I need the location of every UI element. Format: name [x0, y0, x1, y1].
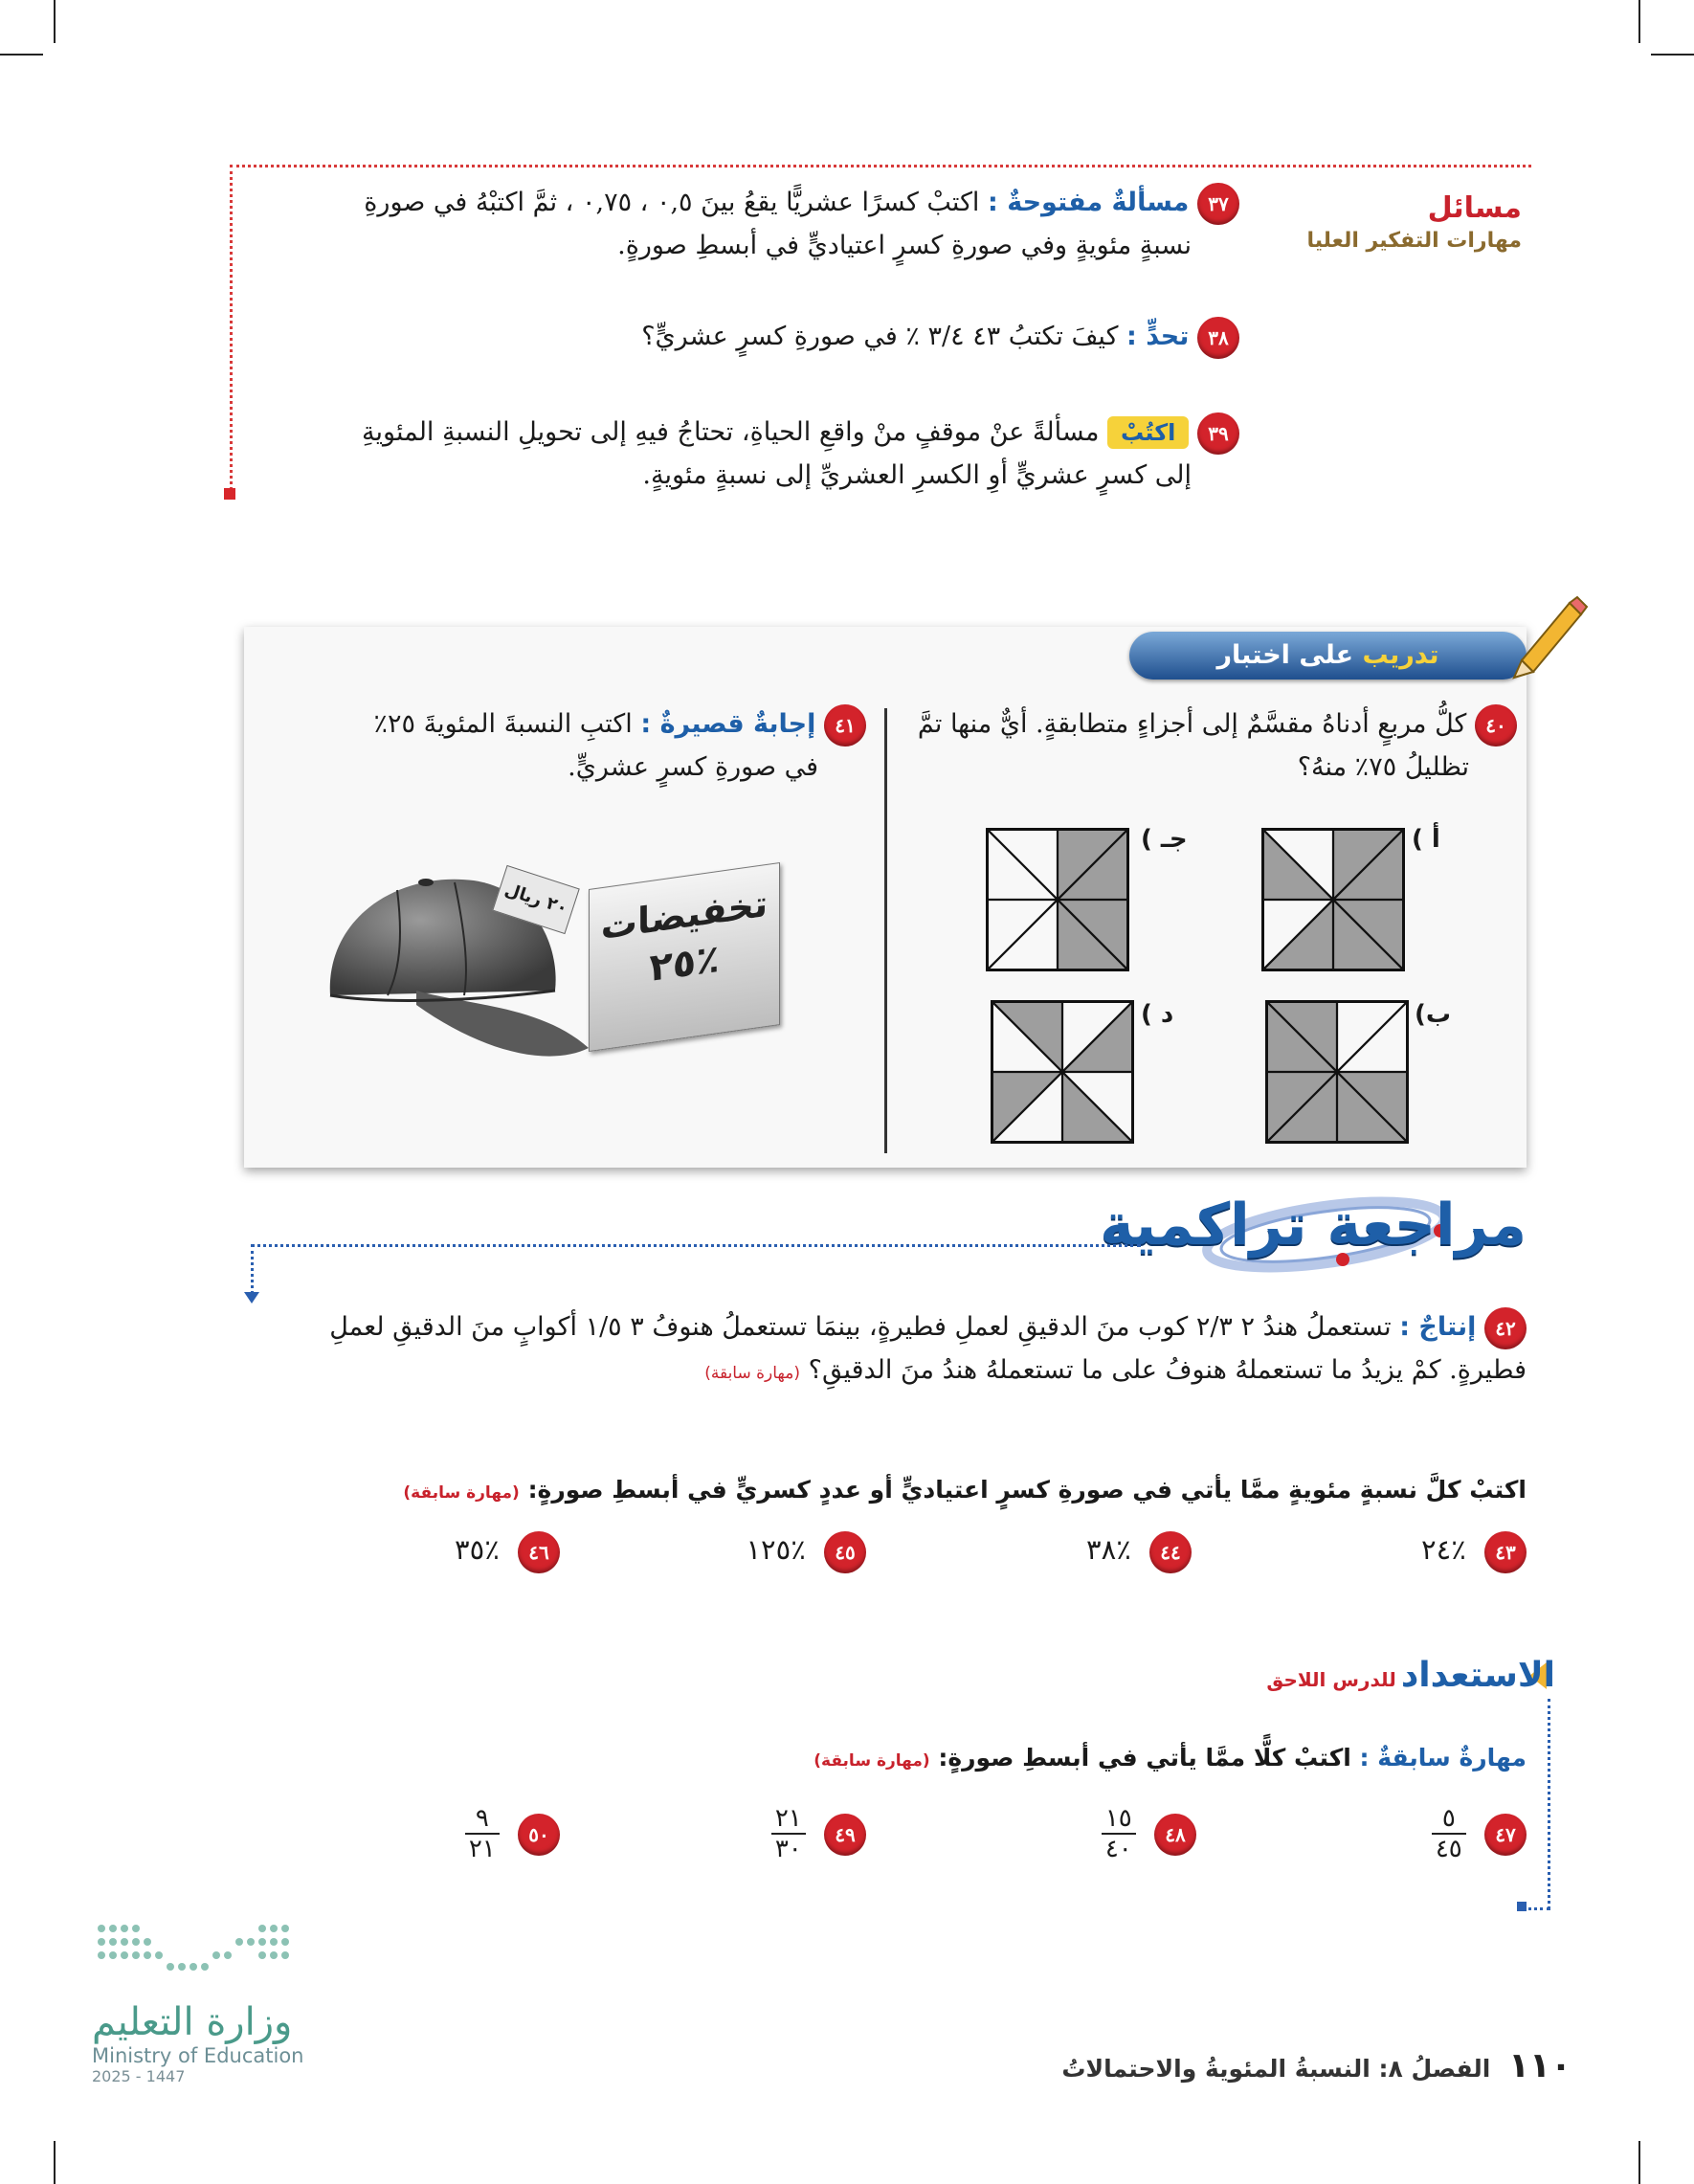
- skill-tag: (مهارة سابقة): [814, 1751, 930, 1771]
- problem-number: ٤٩: [824, 1814, 866, 1856]
- fraction: [771, 1804, 806, 1863]
- review-title: مراجعة تراكمية: [1100, 1192, 1527, 1259]
- write-badge: اكتُبْ: [1107, 416, 1189, 449]
- prep-label: مهارةٌ سابقةٌ :: [1359, 1744, 1527, 1772]
- test-practice-tab: [1129, 632, 1527, 680]
- problem-text: اكتبْ كسرًا عشريًّا يقعُ بينَ ٠,٥ ، ٠,٧٥ ، ثمَّ اكتبْهُ في صورةِ: [364, 188, 980, 217]
- crop-mark: [1651, 54, 1694, 56]
- page-number: ١١٠: [1508, 2046, 1571, 2085]
- skill-tag: (مهارة سابقة): [704, 1364, 801, 1383]
- side-heading: [1306, 191, 1522, 253]
- item-value: ٪٣٥: [455, 1533, 500, 1566]
- choice-c-label: جـ ): [1141, 825, 1188, 854]
- item-value: ٪٢٤: [1421, 1533, 1466, 1566]
- panel-divider: [884, 708, 887, 1153]
- prep-border-marker: [1517, 1902, 1527, 1911]
- problem-41: [292, 703, 866, 789]
- fraction: [1432, 1804, 1466, 1863]
- fraction: [1102, 1804, 1136, 1863]
- side-heading-subtitle: مهارات التفكير العليا: [1306, 229, 1522, 253]
- review-item-46: [455, 1531, 560, 1573]
- section-border-left: [230, 165, 233, 490]
- choice-c-square[interactable]: [986, 828, 1129, 971]
- tab-text: على اختبار: [1216, 640, 1354, 670]
- problem-number: ٤٢: [1484, 1307, 1527, 1349]
- problem-number: ٣٩: [1197, 412, 1239, 455]
- ministry-logo-dots: [92, 1919, 302, 1986]
- section-border-top: [230, 165, 1531, 167]
- problem-text: تستعملُ هندُ ٢ ٢/٣ كوب منَ الدقيقِ لعملِ فطيرةٍ، بينمَا تستعملُ هنوفُ ٣ ١/٥ أكوابٍ منَ الدقيقِ لعملِ: [329, 1312, 1392, 1342]
- discount-sign-line1: تخفيضات: [600, 881, 769, 948]
- review-border-top: [251, 1244, 1141, 1247]
- prep-subtitle: للدرس اللاحق: [1266, 1668, 1396, 1691]
- problem-text: نسبةٍ مئويةٍ وفي صورةِ كسرٍ اعتياديٍّ في أبسطِ صورةٍ.: [617, 231, 1192, 260]
- problem-number: ٤٧: [1484, 1814, 1527, 1856]
- numerator: ٩: [465, 1804, 500, 1835]
- problem-label: إجابةٌ قصيرةٌ :: [640, 709, 816, 739]
- review-border-left: [251, 1244, 254, 1294]
- problem-number: ٤٨: [1154, 1814, 1196, 1856]
- prep-heading: [1266, 1656, 1555, 1695]
- problem-42: [254, 1306, 1527, 1394]
- crop-mark: [1638, 2141, 1640, 2184]
- problem-40: [904, 703, 1517, 789]
- review-item-43: [1421, 1531, 1527, 1573]
- problem-38: [263, 316, 1239, 359]
- pencil-icon: [1503, 593, 1589, 680]
- problem-text: تظليلُ ٧٥٪ منهُ؟: [1297, 752, 1469, 782]
- chapter-title: الفصلُ ٨: النسبةُ المئويةُ والاحتمالاتُ: [1061, 2055, 1491, 2083]
- price-tag-text: ٢٠ ريال: [502, 880, 570, 919]
- problem-text: مسألةً عنْ موقفٍ منْ واقعِ الحياةِ، تحتاجُ فيهِ إلى تحويلِ النسبةِ المئويةِ: [362, 417, 1100, 447]
- problem-text: كيفَ تكتبُ ٤٣ ٣/٤ ٪ في صورةِ كسرٍ عشريٍّ؟: [641, 322, 1119, 351]
- problem-number: ٤١: [824, 704, 866, 747]
- problem-number: ٤٣: [1484, 1531, 1527, 1573]
- prep-instruction-text: اكتبْ كلًّا ممَّا يأتي في أبسطِ صورةٍ:: [938, 1744, 1351, 1772]
- item-value: ٪١٢٥: [746, 1533, 806, 1566]
- problem-label: مسألةٌ مفتوحةٌ :: [988, 188, 1190, 217]
- choice-d-label: د ): [1141, 1000, 1174, 1029]
- prep-title: الاستعداد: [1400, 1656, 1555, 1695]
- prep-item-47: [1432, 1804, 1527, 1863]
- problem-number: ٣٨: [1197, 317, 1239, 359]
- problem-text: اكتبِ النسبةَ المئويةَ ٢٥٪: [373, 709, 633, 739]
- item-value: ٪٣٨: [1086, 1533, 1131, 1566]
- prep-item-48: [1102, 1804, 1196, 1863]
- prep-item-50: [465, 1804, 560, 1863]
- skill-tag: (مهارة سابقة): [403, 1483, 520, 1503]
- crop-mark: [0, 54, 43, 56]
- denominator: ٤٥: [1435, 1835, 1462, 1863]
- problem-39: [263, 412, 1239, 497]
- prep-instruction: [569, 1737, 1527, 1782]
- page-footer: [1061, 2046, 1571, 2085]
- ministry-english: Ministry of Education: [92, 2044, 304, 2067]
- prep-item-49: [771, 1804, 866, 1863]
- discount-sign-line2: ٪٢٥: [649, 936, 720, 992]
- tab-highlight: تدريب: [1362, 640, 1439, 670]
- problem-text: فطيرةٍ. كمْ يزيدُ ما تستعملهُ هنوفُ على ما تستعملهُ هندُ منَ الدقيقِ؟: [808, 1355, 1527, 1385]
- problem-number: ٤٤: [1149, 1531, 1192, 1573]
- border-end-marker: [224, 488, 235, 500]
- numerator: ٢١: [771, 1804, 806, 1835]
- problem-number: ٤٠: [1475, 704, 1517, 747]
- problem-number: ٤٦: [518, 1531, 560, 1573]
- choice-b-square[interactable]: [1265, 1000, 1409, 1144]
- review-item-44: [1086, 1531, 1192, 1573]
- ministry-year: 2025 - 1447: [92, 2067, 186, 2085]
- review-arrow-icon: [244, 1292, 259, 1304]
- review-instruction: [254, 1469, 1527, 1514]
- numerator: ١٥: [1102, 1804, 1136, 1835]
- choice-d-square[interactable]: [991, 1000, 1134, 1144]
- numerator: ٥: [1432, 1804, 1466, 1835]
- problem-text: إلى كسرٍ عشريٍّ أوِ الكسرِ العشريِّ إلى نسبةٍ مئويةٍ.: [642, 460, 1192, 490]
- ministry-logo: [92, 2000, 303, 2085]
- fraction: [465, 1804, 500, 1863]
- crop-mark: [1638, 0, 1640, 43]
- problem-label: إنتاجٌ :: [1399, 1312, 1477, 1342]
- problem-number: ٤٥: [824, 1531, 866, 1573]
- choice-b-label: ب): [1415, 1000, 1452, 1029]
- choice-a-square[interactable]: [1261, 828, 1405, 971]
- review-item-45: [746, 1531, 866, 1573]
- problem-label: تحدٍّ :: [1126, 322, 1190, 351]
- crop-mark: [54, 0, 56, 43]
- problem-37: [263, 182, 1239, 267]
- denominator: ٣٠: [774, 1835, 802, 1863]
- instruction-text: اكتبْ كلَّ نسبةٍ مئويةٍ ممَّا يأتي في صورةِ كسرٍ اعتياديٍّ أو عددٍ كسريٍّ في أبسطِ صورةٍ:: [527, 1476, 1527, 1504]
- crop-mark: [54, 2141, 56, 2184]
- denominator: ٢١: [468, 1835, 496, 1863]
- denominator: ٤٠: [1104, 1835, 1132, 1863]
- choice-a-label: أ ): [1412, 825, 1440, 854]
- prep-border-right: [1548, 1699, 1550, 1909]
- problem-text: في صورةِ كسرٍ عشريٍّ.: [568, 752, 818, 782]
- side-heading-title: مسائل: [1427, 191, 1522, 225]
- problem-text: كلُّ مربعٍ أدناهُ مقسَّمٌ إلى أجزاءٍ متطابقةٍ. أيٌّ منها تمَّ: [917, 709, 1467, 739]
- ministry-arabic: وزارة التعليم: [92, 2000, 293, 2044]
- discount-sign: [589, 862, 780, 1052]
- problem-number: ٣٧: [1197, 183, 1239, 225]
- problem-number: ٥٠: [518, 1814, 560, 1856]
